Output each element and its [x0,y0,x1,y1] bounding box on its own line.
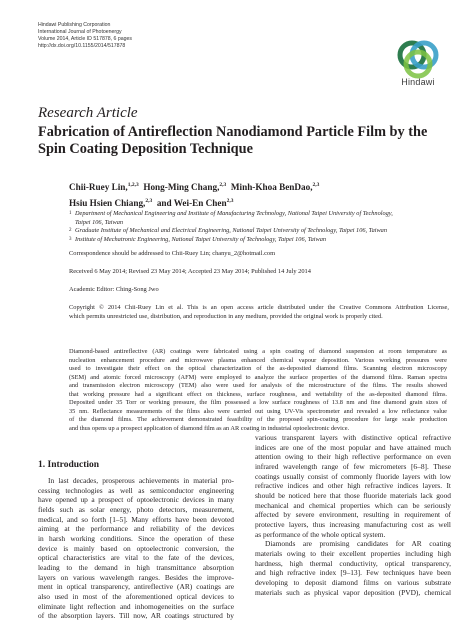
body-line: affected by severe environment, resulting in requirement of [255,510,451,520]
affiliation-item [69,210,459,219]
affiliation-list [69,210,459,244]
body-line: layers on various wavelength ranges. Besides the improve- [38,572,234,582]
body-line: eliminate light reflection and inhomogeneities on the surface [38,601,234,611]
affiliation-continuation: Taipei 106, Taiwan [75,218,124,226]
body-line: optical characteristics are vital to the fate of the devices, [38,553,234,563]
author-name: Chii-Ruey Lin, [69,182,128,193]
affiliation-number: 2 [69,228,72,234]
body-line: attention owing to their high reflective performance on even [255,452,451,462]
body-line: as performance of the whole optical system. [255,529,386,539]
copyright-notice [69,304,449,321]
author-affiliation-marker: 2,3 [219,182,227,188]
body-line: mechanical and chemical properties which can be seriously [255,500,451,510]
body-line: in harsh working conditions. Since the operation of these [38,533,234,543]
affiliation-item [69,227,459,236]
author-name: Minh-Khoa BenDao, [230,182,313,193]
body-line: various transparent layers with distinctive optical refractive [255,433,451,442]
academic-editor: Academic Editor: Ching-Song Jwo [69,286,159,293]
body-line: should be noticed here that those fluoride materials lack good [255,490,451,500]
doi-link[interactable]: http://dx.doi.org/10.1155/2014/517878 [38,43,126,49]
body-line: refractive indices and other high refractive indices layers. It [255,481,451,491]
abstract-line: Diamond-based antireflective (AR) coatings were fabricated using a spin coating of diamond suspension at room temperature as [69,348,447,355]
abstract-line: of the diamond films. The achievement demonstrated feasibility of the proposed spin-coating procedure for large scale production [69,416,447,424]
author-affiliation-marker: 2,3 [312,182,320,188]
journal-name: International Journal of Photoenergy [38,29,122,35]
author-list [69,178,429,210]
abstract-line: 35 nm. Reflectance measurements of the films also were carried out using UV-Vis spectrometer and revealed a low reflectance value [69,407,447,415]
article-title: Fabrication of Antireflection Nanodiamond Particle Film by the Spin Coating Deposition Technique [38,124,428,157]
affiliation-text: Department of Mechanical Engineering and Institute of Manufacturing Technology, National Taipei University of Technology, [75,210,393,217]
abstract-line: nucleation enhancement procedure and microwave plasma enhanced chemical vapour deposition. Various working pressures were [69,356,447,364]
affiliation-number: 1 [69,211,72,216]
abstract [69,348,447,433]
body-line: hardness, high thermal conductivity, optical transparency, [255,558,451,568]
body-line: In last decades, prosperous achievements in material pro- [48,476,234,485]
author-affiliation-marker: 2,3 [226,198,234,205]
body-line: protective layers, thus increasing manufacturing cost as well [255,519,451,529]
body-line: ment in optical transparency, antireflective (AR) coatings are [38,582,234,592]
body-line: fields such as solar energy, photo detectors, measurement, [38,504,234,514]
body-line: infrared wavelength range of few micrometers [6–8]. These [255,461,451,471]
body-line: materials owing to their excellent properties including high [255,548,451,558]
body-line: aiming at the performance and reliability of the devices [38,524,234,534]
abstract-line: Deposited under 35 Torr or working pressure, the film possessed a low surface roughness of 13.8 nm and fine diamond grain sizes of [69,399,447,407]
body-line: and high refractive index [9–13]. Few techniques have been [255,568,451,578]
body-line: developing to deposit diamond films on various substrate [255,577,451,587]
author-affiliation-marker: 2,3 [145,198,153,205]
publication-info [38,22,132,50]
abstract-line: and transmission electron microscopy (TEM) also were used for analysis of the microstructure of the films. The results showed [69,382,447,390]
affiliation-text: Graduate Institute of Mechanical and Electrical Engineering, National Taipei University of Technology, Taipei 106, Taiwan [75,227,387,235]
body-line: materials such as physical vapor deposition (PVD), chemical [255,587,451,597]
abstract-line: that working pressure had a significant effect on thickness, surface roughness, and wettability of the as-deposited diamond films. [69,390,447,398]
volume-info: Volume 2014, Article ID 517878, 6 pages [38,36,133,42]
copyright-line: Copyright © 2014 Chii-Ruey Lin et al. This is an open access article distributed under the Creative Commons Attribution License, [69,304,449,311]
affiliation-item [69,236,459,245]
body-line: of the absorption layers. Till now, AR coatings structured by [38,611,234,621]
affiliation-text: Institute of Mechatronic Engineering, National Taipei University of Technology, Taipei 106, Taiwan [75,235,327,243]
article-dates: Received 6 May 2014; Revised 23 May 2014; Accepted 23 May 2014; Published 14 July 2014 [69,268,311,275]
body-line: cessing technologies as well as semiconductor engineering [38,485,234,495]
abstract-line: (SEM) and atomic forced microscopy (AFM) were employed to analyze the surface properties of the diamond films. Raman spectra [69,373,447,381]
author-affiliation-marker: 1,2,3 [127,182,139,188]
abstract-line: and thus opens up a prospect application of diamond film as an AR coating in industrial optoelectronic device. [69,424,350,432]
author-name: Hong-Ming Chang, [143,182,220,193]
publisher-name: Hindawi Publishing Corporation [38,22,111,28]
copyright-line: which permits unrestricted use, distribution, and reproduction in any medium, provided the original work is properly cited. [69,312,383,320]
author-name: and Wei-En Chen [156,198,227,209]
body-line: leading to the demand in high transmittance absorption [38,562,234,572]
body-column-right [255,433,451,597]
affiliation-number: 3 [69,236,72,242]
author-name: Hsiu Hsien Chiang, [69,198,146,209]
abstract-line: used to investigate their effect on the optical characterization of the as-deposited diamond films. Scanning electron microscopy [69,365,447,373]
hindawi-logo-text: Hindawi [401,77,435,87]
body-line: also used in most of the aforementioned optical devices to [38,591,234,601]
body-line: indices are one of the most popular and have attained much [255,442,451,452]
body-line: medical, and so forth [1–5]. Many efforts have been devoted [38,514,234,524]
body-line: have opened up a prospect of optoelectronic devices in many [38,495,234,505]
body-line: Diamonds are promising candidates for AR coating [265,539,451,549]
correspondence-note: Correspondence should be addressed to Chii-Ruey Lin; chanyu_2@hotmail.com [69,250,276,257]
body-line: coatings usually consist of commonly fluoride layers with low [255,471,451,481]
body-column-left [38,476,234,621]
section-heading-introduction: 1. Introduction [38,460,100,470]
article-type: Research Article [38,105,138,121]
body-line: device is mainly based on optoelectronic conversion, the [38,543,234,553]
